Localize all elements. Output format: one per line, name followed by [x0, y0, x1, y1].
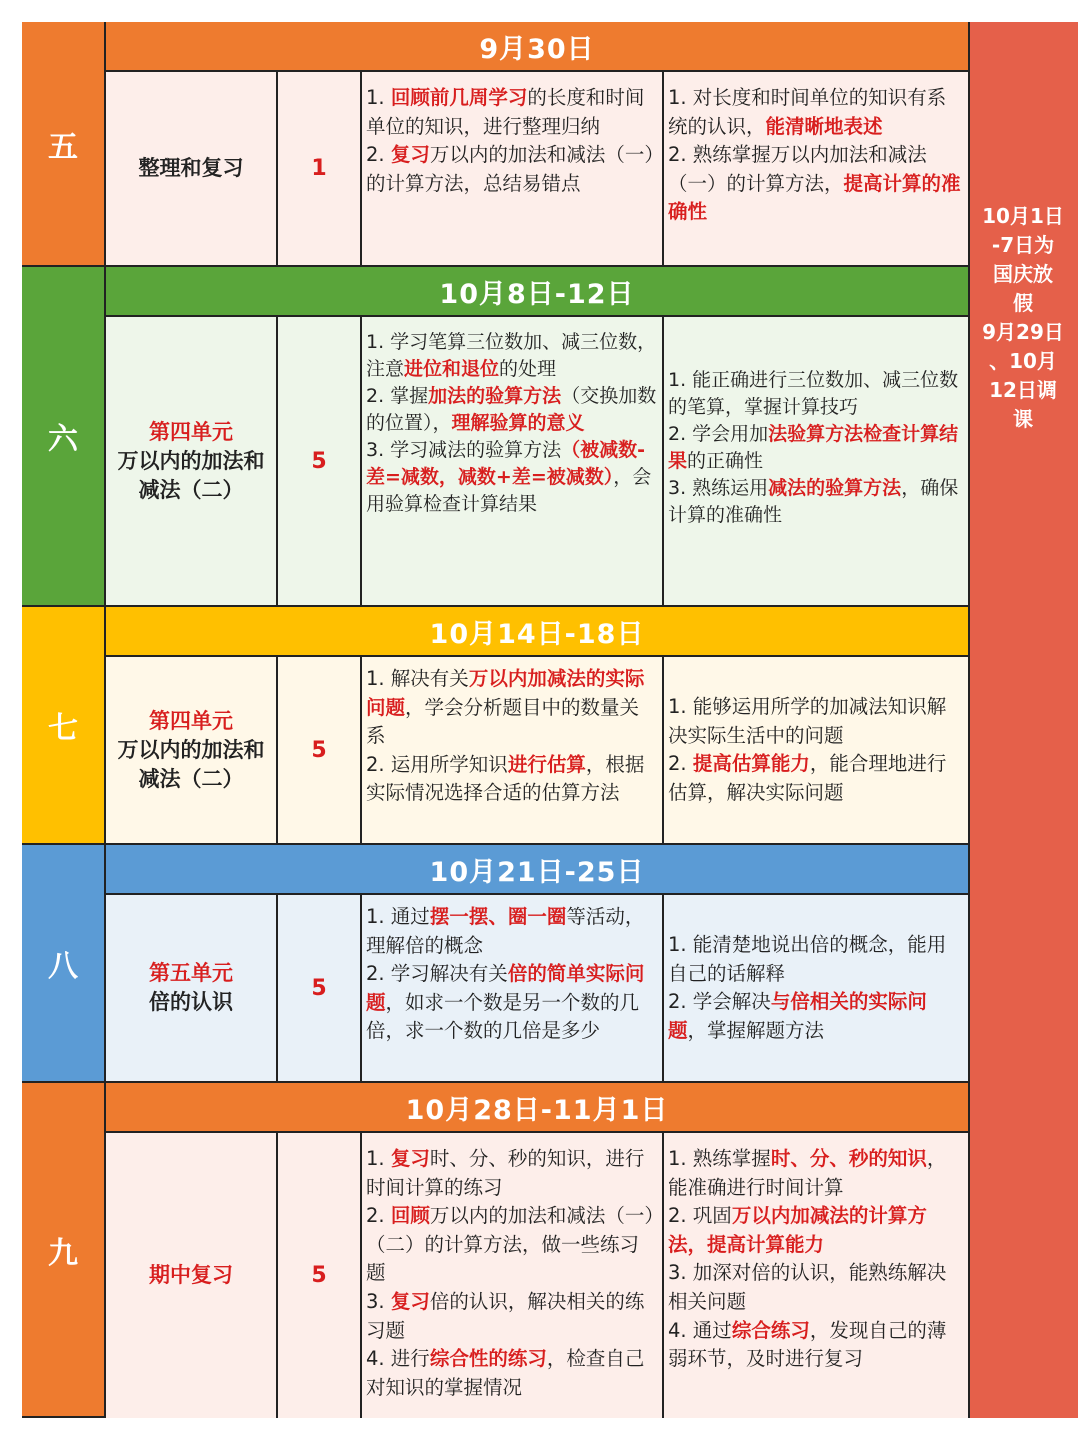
class-hours: 5	[278, 1133, 362, 1418]
highlight-text: 法验算方法检查计算结果	[668, 423, 959, 472]
body-text: 3.	[366, 1289, 391, 1313]
body-text: 1. 通过	[366, 905, 430, 928]
body-text: 的处理	[499, 358, 557, 380]
list-item	[668, 988, 964, 1045]
highlight-text: 倍的简单实际问题	[366, 962, 645, 1014]
unit-name: 万以内的加法和减法（二）	[117, 448, 265, 502]
unit-title: 第四单元	[149, 708, 233, 733]
week-label: 九	[22, 1083, 106, 1418]
week-row	[106, 317, 968, 607]
unit-cell	[106, 72, 278, 265]
list-item	[668, 84, 964, 141]
highlight-text: 摆一摆、圈一圈	[429, 905, 567, 928]
teaching-content	[362, 657, 664, 843]
body-text: 1. 能清楚地说出倍的概念，能用自己的话解释	[668, 933, 947, 985]
list-item	[366, 141, 658, 198]
body-text: ，能准确进行时间计算	[668, 1147, 947, 1199]
unit-name: 倍的认识	[149, 990, 233, 1014]
body-text: 万以内的加法和减法（一）（二）的计算方法，做一些练习题	[366, 1204, 655, 1285]
highlight-text: 进行估算	[507, 752, 586, 776]
date-banner: 10月28日-11月1日	[106, 1083, 968, 1133]
highlight-text: 进位和退位	[404, 358, 500, 380]
class-hours: 5	[278, 895, 362, 1081]
note-line: 、10月	[989, 349, 1057, 373]
teaching-content	[362, 72, 664, 265]
list-item	[366, 383, 658, 437]
list-item	[366, 437, 658, 518]
unit-cell	[106, 657, 278, 843]
list-item	[668, 750, 964, 807]
list-item	[366, 329, 658, 383]
week-label: 八	[22, 845, 106, 1083]
highlight-text: 提高计算的准确性	[668, 171, 961, 224]
list-item	[668, 1145, 964, 1202]
highlight-text: 综合练习	[731, 1318, 810, 1342]
list-item	[366, 84, 658, 141]
holiday-note-text	[970, 202, 1076, 434]
body-text: 2.	[366, 143, 391, 167]
highlight-text: 回顾前几周学习	[390, 86, 528, 109]
body-text: 的长度和时间单位的知识，进行整理归纳	[366, 86, 645, 138]
teaching-content	[362, 1133, 664, 1418]
highlight-text: 回顾	[390, 1204, 430, 1228]
body-text: 2. 学会解决	[668, 990, 771, 1014]
list-item	[668, 367, 964, 421]
body-text: ，根据实际情况选择合适的估算方法	[366, 752, 645, 805]
highlight-text: 综合性的练习	[429, 1347, 547, 1371]
class-hours: 1	[278, 72, 362, 265]
body-text: 1.	[366, 86, 391, 109]
highlight-text: 与倍相关的实际问题	[668, 990, 927, 1042]
list-item	[668, 1202, 964, 1259]
highlight-text: 能清晰地表述	[765, 114, 883, 138]
body-text: ，会用验算检查计算结果	[366, 466, 652, 515]
date-banner: 10月14日-18日	[106, 607, 968, 657]
body-text: 4. 进行	[366, 1347, 430, 1371]
teaching-goals	[664, 72, 968, 265]
body-text: 1. 解决有关	[366, 667, 469, 690]
note-line: 假	[1013, 291, 1033, 315]
body-text: 2. 掌握	[366, 385, 429, 407]
body-text: 1. 对长度和时间单位的知识有系统的认识，	[668, 86, 947, 138]
class-hours: 5	[278, 317, 362, 605]
highlight-text: 减法的验算方法	[768, 477, 902, 499]
week-row	[106, 895, 968, 1083]
week-row	[106, 657, 968, 845]
list-item	[668, 931, 964, 988]
teaching-goals	[664, 317, 968, 605]
body-text: 1.	[366, 1147, 391, 1170]
body-text: 3. 加深对倍的认识，能熟练解决相关问题	[668, 1261, 947, 1313]
highlight-text: 复习	[390, 1147, 430, 1170]
unit-title: 第四单元	[149, 419, 233, 444]
note-line: 9月29日	[982, 320, 1064, 344]
date-banner: 10月21日-25日	[106, 845, 968, 895]
body-text: 2.	[366, 1204, 391, 1228]
list-item	[366, 665, 658, 751]
highlight-text: 万以内加减法的计算方法，提高计算能力	[668, 1204, 927, 1256]
unit-cell	[106, 895, 278, 1081]
list-item	[668, 421, 964, 475]
note-line: 课	[1013, 407, 1033, 431]
body-text: 2. 巩固	[668, 1204, 732, 1228]
week-row	[106, 1133, 968, 1418]
teaching-content	[362, 317, 664, 605]
list-item	[668, 1317, 964, 1374]
body-text: ，检查自己对知识的掌握情况	[366, 1347, 645, 1399]
note-line: 国庆放	[993, 262, 1053, 286]
body-text: 等活动，理解倍的概念	[366, 905, 645, 957]
list-item	[366, 903, 658, 960]
list-item	[668, 475, 964, 529]
body-text: ，能合理地进行估算，解决实际问题	[668, 752, 947, 804]
week-label: 五	[22, 22, 106, 267]
highlight-text: 提高估算能力	[692, 752, 810, 776]
note-line: -7日为	[991, 233, 1055, 257]
teaching-goals	[664, 1133, 968, 1418]
date-banner: 9月30日	[106, 22, 968, 72]
body-text: ，发现自己的薄弱环节，及时进行复习	[668, 1318, 947, 1371]
unit-title: 第五单元	[149, 961, 233, 985]
teaching-content	[362, 895, 664, 1081]
body-text: 3. 熟练运用	[668, 477, 769, 499]
list-item	[668, 141, 964, 227]
body-text: 的正确性	[687, 450, 764, 472]
unit-name: 万以内的加法和减法（二）	[117, 737, 265, 791]
teaching-goals	[664, 657, 968, 843]
body-text: 万以内的加法和减法（一）的计算方法，总结易错点	[366, 143, 655, 195]
highlight-text: （被减数-差=减数，减数+差=被减数）	[366, 439, 646, 488]
holiday-note	[968, 22, 1078, 1418]
body-text: 1. 学习笔算三位数加、减三位数，注意	[366, 331, 657, 380]
highlight-text: 加法的验算方法	[428, 385, 562, 407]
list-item	[366, 960, 658, 1046]
date-banner: 10月8日-12日	[106, 267, 968, 317]
body-text: ，如求一个数是另一个数的几倍，求一个数的几倍是多少	[366, 990, 640, 1043]
body-text: 倍的认识，解决相关的练习题	[366, 1289, 645, 1342]
body-text: ，确保计算的准确性	[668, 477, 959, 526]
unit-name: 期中复习	[149, 1263, 233, 1287]
body-text: 2.	[668, 752, 693, 776]
list-item	[366, 751, 658, 808]
list-item	[366, 1202, 658, 1288]
body-text: 1. 能正确进行三位数加、减三位数的笔算，掌握计算技巧	[668, 369, 959, 418]
body-text: ，掌握解题方法	[687, 1018, 825, 1042]
body-text: 2. 学会用加	[668, 423, 769, 445]
list-item	[366, 1145, 658, 1202]
note-line: 12日调	[989, 378, 1057, 402]
highlight-text: 万以内加减法的实际问题	[366, 667, 645, 719]
body-text: 4. 通过	[668, 1318, 732, 1342]
unit-cell	[106, 1133, 278, 1418]
body-text: ，学会分析题目中的数量关系	[366, 695, 640, 748]
list-item	[668, 693, 964, 750]
week-label: 六	[22, 267, 106, 607]
list-item	[366, 1288, 658, 1345]
body-text: 2. 学习解决有关	[366, 962, 508, 986]
highlight-text: 复习	[390, 143, 430, 167]
highlight-text: 理解验算的意义	[451, 412, 585, 434]
body-text: （交换加数的位置），	[366, 385, 657, 434]
body-text: 3. 学习减法的验算方法	[366, 439, 562, 461]
highlight-text: 复习	[390, 1289, 430, 1313]
body-text: 2. 运用所学知识	[366, 752, 508, 776]
week-label: 七	[22, 607, 106, 845]
list-item	[366, 1345, 658, 1402]
body-text: 1. 能够运用所学的加减法知识解决实际生活中的问题	[668, 695, 947, 747]
body-text: 2. 熟练掌握万以内加法和减法（一）的计算方法，	[668, 143, 927, 195]
body-text: 1. 熟练掌握	[668, 1147, 771, 1170]
week-row	[106, 72, 968, 267]
note-line: 10月1日	[982, 204, 1064, 228]
unit-name: 整理和复习	[138, 156, 244, 180]
highlight-text: 时、分、秒的知识	[770, 1147, 927, 1170]
list-item	[668, 1259, 964, 1316]
class-hours: 5	[278, 657, 362, 843]
body-text: 时、分、秒的知识，进行时间计算的练习	[366, 1147, 645, 1199]
unit-cell	[106, 317, 278, 605]
teaching-goals	[664, 895, 968, 1081]
